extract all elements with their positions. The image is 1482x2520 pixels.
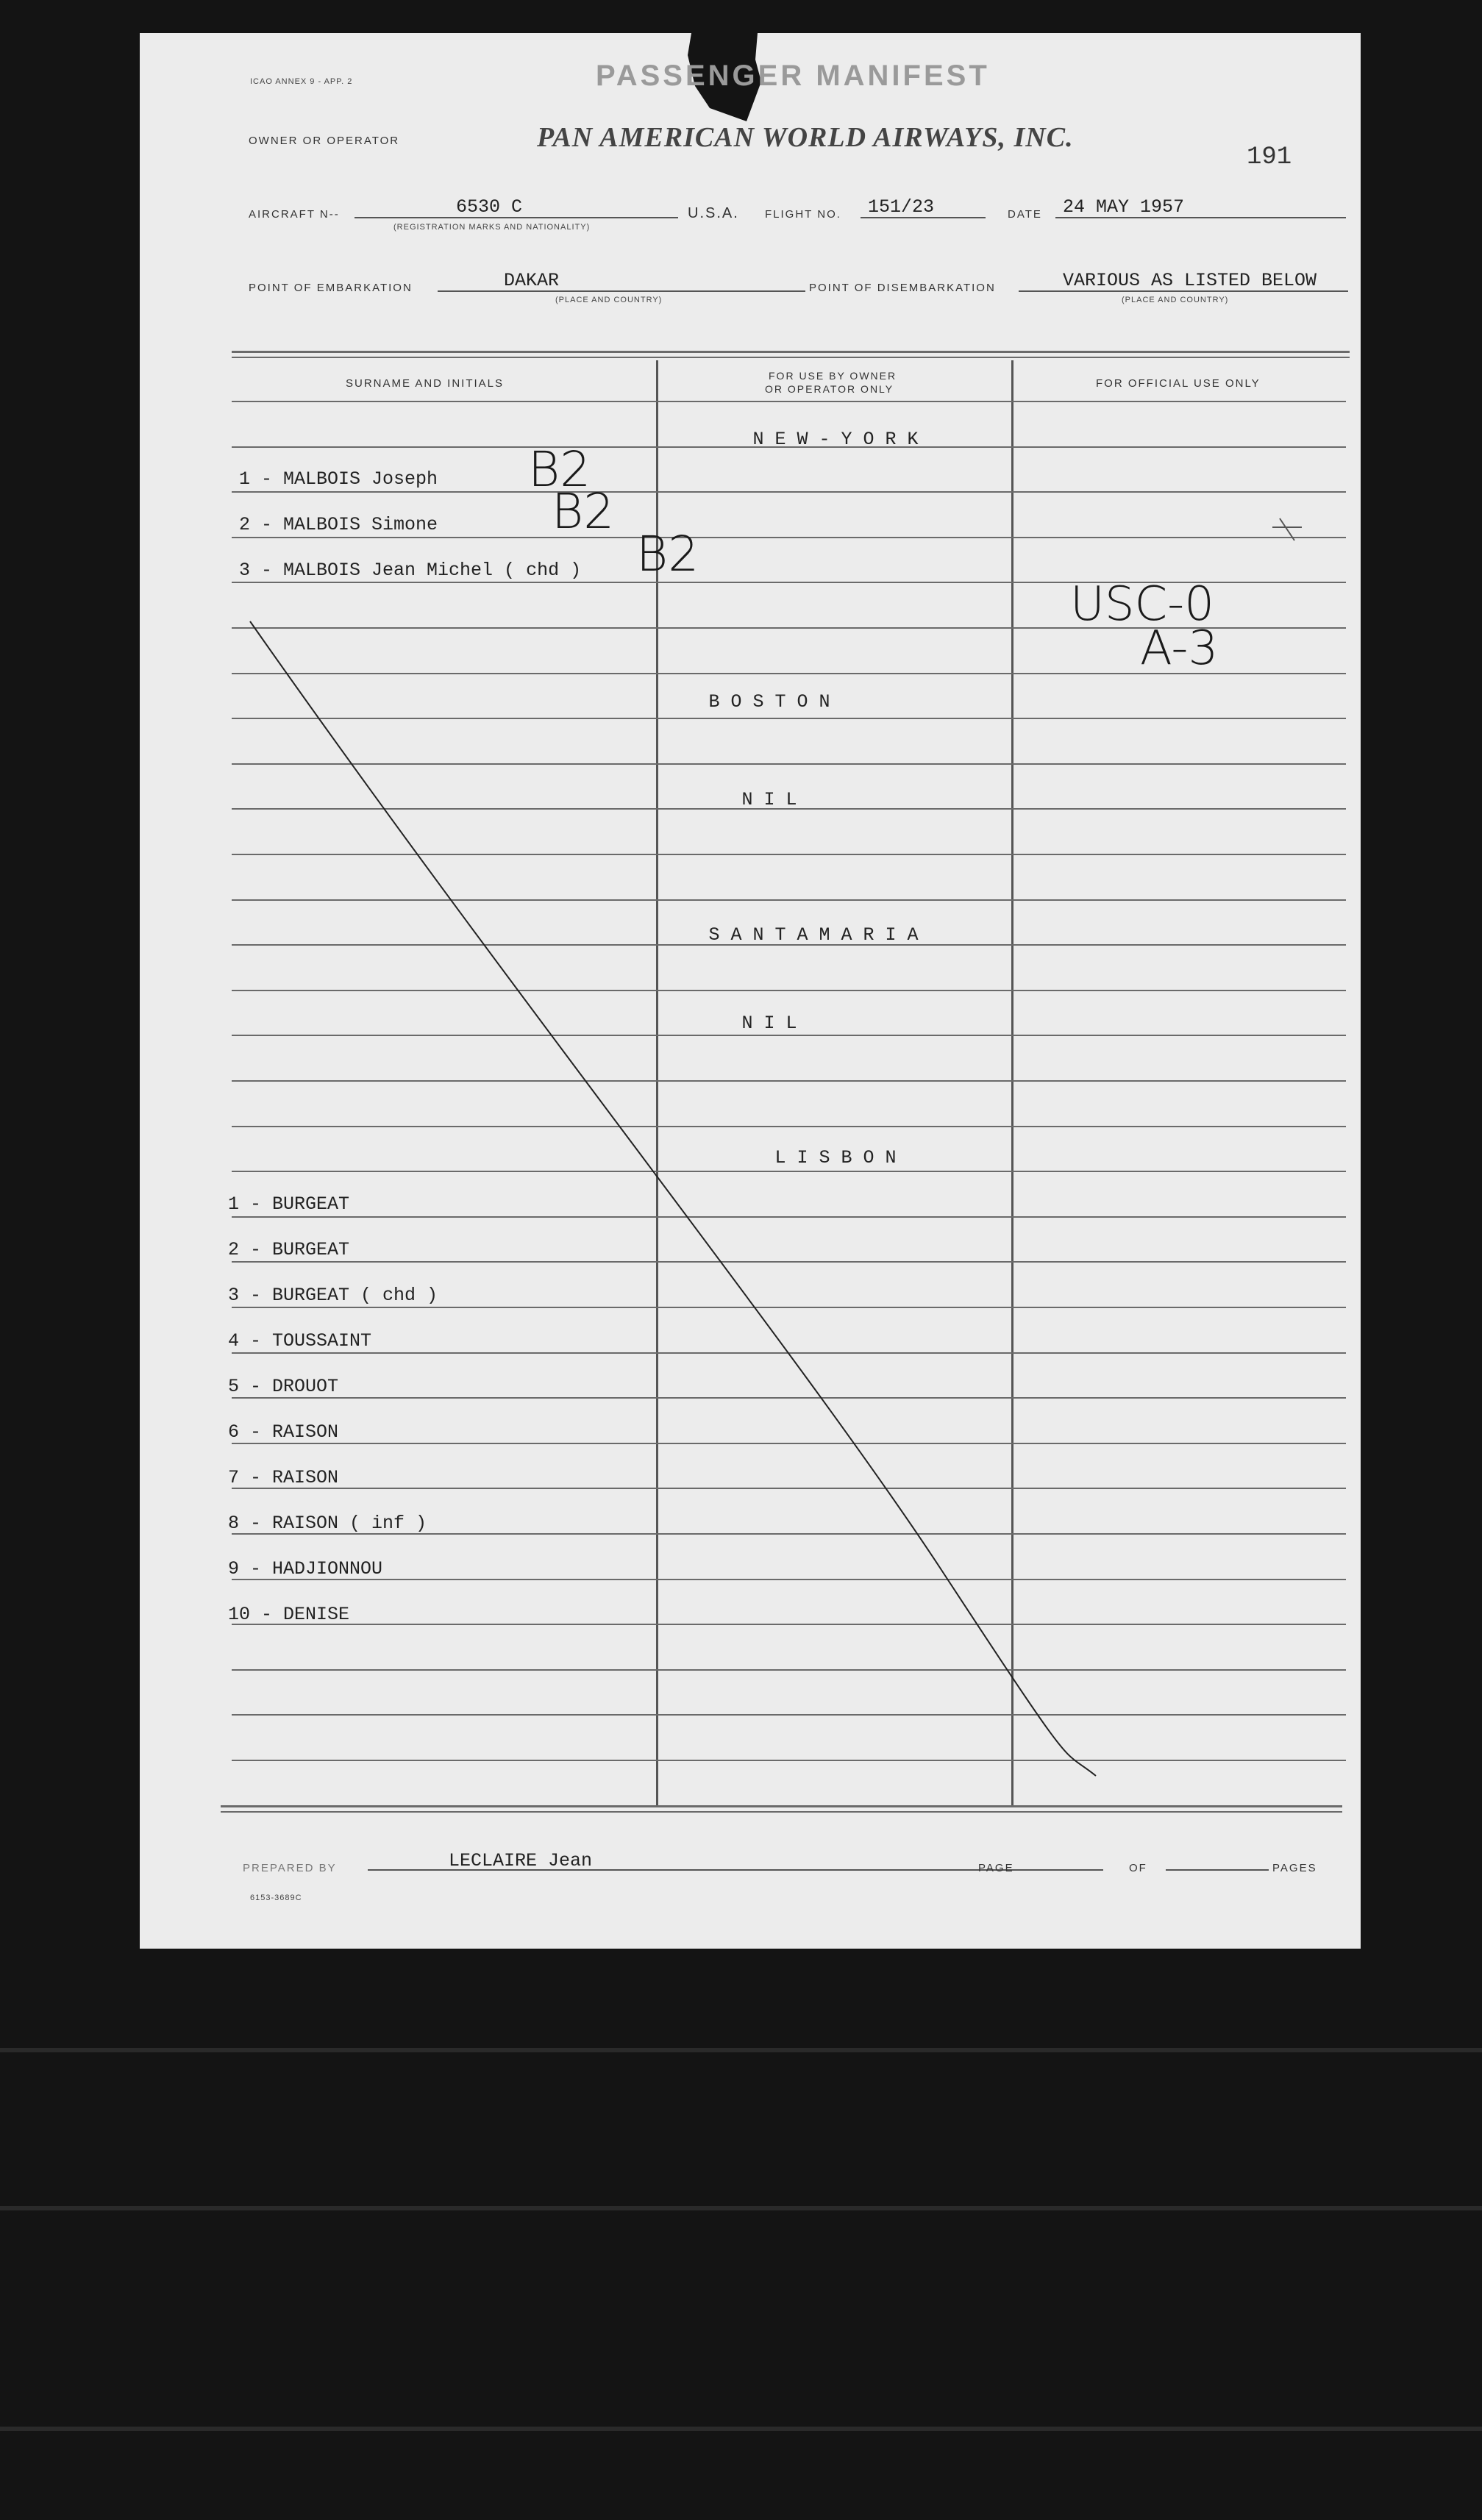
passenger-row: 2 - MALBOIS Simone — [239, 514, 438, 535]
disembark-sub: (PLACE AND COUNTRY) — [1122, 296, 1229, 304]
page-number: 191 — [1247, 143, 1292, 171]
flight-label: FLIGHT NO. — [765, 208, 841, 221]
handwritten-mark: B2 — [552, 483, 615, 540]
passenger-row: 2 - BURGEAT — [228, 1239, 350, 1260]
destination-boston-nil: N I L — [741, 789, 797, 810]
embark-value: DAKAR — [504, 270, 560, 291]
passenger-row: 9 - HADJIONNOU — [228, 1558, 383, 1580]
column-header-surname: SURNAME AND INITIALS — [346, 377, 505, 390]
passenger-row: 1 - MALBOIS Joseph — [239, 468, 438, 490]
prepared-label: PREPARED BY — [243, 1862, 337, 1874]
aircraft-value: 6530 C — [456, 196, 523, 218]
handwritten-mark: A-3 — [1140, 621, 1219, 676]
embark-label: POINT OF EMBARKATION — [249, 282, 413, 294]
prepared-value: LECLAIRE Jean — [449, 1850, 593, 1871]
aircraft-label: AIRCRAFT N-- — [249, 208, 340, 221]
film-edge — [0, 2206, 1482, 2210]
destination-santa-maria: S A N T A M A R I A — [708, 924, 919, 946]
owner-label: OWNER OR OPERATOR — [249, 135, 400, 147]
handwritten-mark: USC-0 — [1070, 577, 1214, 632]
manifest-title: PASSENGER MANIFEST — [596, 60, 990, 92]
column-header-owner-line2: OR OPERATOR ONLY — [765, 383, 894, 395]
passenger-row: 10 - DENISE — [228, 1604, 350, 1625]
destination-new-york: N E W - Y O R K — [752, 429, 919, 450]
owner-value: PAN AMERICAN WORLD AIRWAYS, INC. — [537, 122, 1074, 153]
passenger-row: 5 - DROUOT — [228, 1376, 339, 1397]
country: U.S.A. — [688, 205, 739, 221]
disembark-label: POINT OF DISEMBARKATION — [809, 282, 996, 294]
form-code: 6153-3689C — [250, 1893, 302, 1902]
destination-santa-maria-nil: N I L — [741, 1013, 797, 1034]
destination-boston: B O S T O N — [708, 691, 830, 713]
embark-sub: (PLACE AND COUNTRY) — [555, 296, 663, 304]
passenger-row: 6 - RAISON — [228, 1421, 339, 1443]
disembark-value: VARIOUS AS LISTED BELOW — [1063, 270, 1317, 291]
passenger-row: 3 - BURGEAT ( chd ) — [228, 1285, 438, 1306]
of-label: OF — [1129, 1862, 1147, 1874]
destination-lisbon: L I S B O N — [774, 1147, 897, 1168]
aircraft-sub: (REGISTRATION MARKS AND NATIONALITY) — [393, 223, 591, 232]
strike-through-line — [140, 33, 1361, 1949]
passenger-row: 7 - RAISON — [228, 1467, 339, 1488]
page-label: PAGE — [978, 1862, 1014, 1874]
handwritten-mark: B2 — [636, 526, 699, 582]
pages-label: PAGES — [1272, 1862, 1317, 1874]
icao-stamp: ICAO ANNEX 9 - APP. 2 — [250, 77, 353, 86]
passenger-row: 3 - MALBOIS Jean Michel ( chd ) — [239, 560, 582, 581]
date-value: 24 MAY 1957 — [1063, 196, 1185, 218]
manifest-page — [140, 33, 1361, 1949]
film-edge — [0, 2427, 1482, 2431]
handwritten-mark: B2 — [528, 441, 591, 498]
film-edge — [0, 2048, 1482, 2052]
flight-value: 151/23 — [868, 196, 935, 218]
passenger-row: 4 - TOUSSAINT — [228, 1330, 372, 1352]
passenger-row: 8 - RAISON ( inf ) — [228, 1513, 427, 1534]
passenger-row: 1 - BURGEAT — [228, 1193, 350, 1215]
column-header-owner-line1: FOR USE BY OWNER — [769, 370, 897, 382]
column-header-official: FOR OFFICIAL USE ONLY — [1096, 377, 1261, 390]
date-label: DATE — [1008, 208, 1042, 221]
